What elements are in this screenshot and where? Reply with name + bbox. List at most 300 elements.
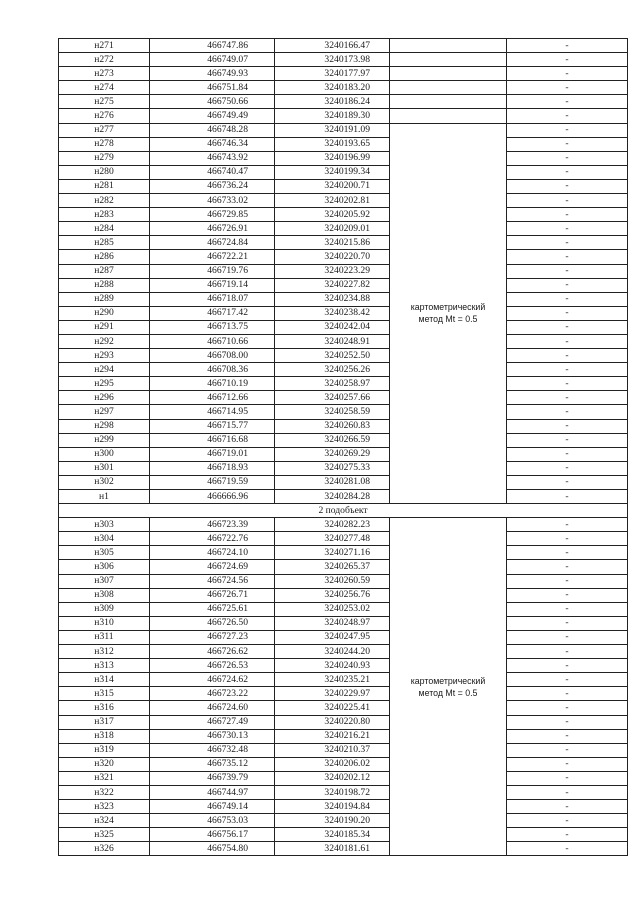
dash-cell: - bbox=[507, 461, 628, 475]
y-coordinate-cell: 3240234.88 bbox=[275, 292, 390, 306]
method-text-line2: метод Mt = 0.5 bbox=[418, 687, 478, 698]
dash-cell: - bbox=[507, 53, 628, 67]
point-id-cell: н289 bbox=[59, 292, 150, 306]
point-id-cell: н307 bbox=[59, 574, 150, 588]
x-coordinate-cell: 466715.77 bbox=[150, 419, 275, 433]
table-row bbox=[59, 377, 628, 391]
table-row bbox=[59, 574, 628, 588]
point-id-cell: н273 bbox=[59, 67, 150, 81]
point-id-cell: н284 bbox=[59, 222, 150, 236]
dash-cell: - bbox=[507, 842, 628, 856]
table-row bbox=[59, 123, 628, 137]
x-coordinate-cell: 466726.50 bbox=[150, 616, 275, 630]
table-row bbox=[59, 715, 628, 729]
table-row bbox=[59, 461, 628, 475]
y-coordinate-cell: 3240242.04 bbox=[275, 320, 390, 334]
method-cell-empty bbox=[390, 109, 507, 123]
y-coordinate-cell: 3240235.21 bbox=[275, 673, 390, 687]
x-coordinate-cell: 466714.95 bbox=[150, 405, 275, 419]
y-coordinate-cell: 3240284.28 bbox=[275, 490, 390, 504]
table-row bbox=[59, 81, 628, 95]
x-coordinate-cell: 466735.12 bbox=[150, 757, 275, 771]
y-coordinate-cell: 3240220.80 bbox=[275, 715, 390, 729]
dash-cell: - bbox=[507, 236, 628, 250]
table-row bbox=[59, 828, 628, 842]
table-row bbox=[59, 236, 628, 250]
dash-cell: - bbox=[507, 785, 628, 799]
point-id-cell: н288 bbox=[59, 278, 150, 292]
x-coordinate-cell: 466732.48 bbox=[150, 743, 275, 757]
method-cell-empty bbox=[390, 39, 507, 53]
point-id-cell: н286 bbox=[59, 250, 150, 264]
y-coordinate-cell: 3240186.24 bbox=[275, 95, 390, 109]
table-row bbox=[59, 306, 628, 320]
method-cell bbox=[390, 123, 507, 504]
x-coordinate-cell: 466710.66 bbox=[150, 334, 275, 348]
y-coordinate-cell: 3240189.30 bbox=[275, 109, 390, 123]
table-row bbox=[59, 532, 628, 546]
dash-cell: - bbox=[507, 222, 628, 236]
x-coordinate-cell: 466743.92 bbox=[150, 151, 275, 165]
x-coordinate-cell: 466666.96 bbox=[150, 490, 275, 504]
y-coordinate-cell: 3240199.34 bbox=[275, 165, 390, 179]
dash-cell: - bbox=[507, 320, 628, 334]
point-id-cell: н294 bbox=[59, 363, 150, 377]
table-row bbox=[59, 842, 628, 856]
y-coordinate-cell: 3240252.50 bbox=[275, 349, 390, 363]
point-id-cell: н296 bbox=[59, 391, 150, 405]
x-coordinate-cell: 466726.62 bbox=[150, 645, 275, 659]
point-id-cell: н321 bbox=[59, 771, 150, 785]
y-coordinate-cell: 3240177.97 bbox=[275, 67, 390, 81]
y-coordinate-cell: 3240210.37 bbox=[275, 743, 390, 757]
dash-cell: - bbox=[507, 109, 628, 123]
y-coordinate-cell: 3240248.97 bbox=[275, 616, 390, 630]
x-coordinate-cell: 466724.62 bbox=[150, 673, 275, 687]
table-row bbox=[59, 222, 628, 236]
point-id-cell: н280 bbox=[59, 165, 150, 179]
table-row bbox=[59, 518, 628, 532]
y-coordinate-cell: 3240202.81 bbox=[275, 194, 390, 208]
point-id-cell: н271 bbox=[59, 39, 150, 53]
y-coordinate-cell: 3240194.84 bbox=[275, 800, 390, 814]
point-id-cell: н302 bbox=[59, 475, 150, 489]
dash-cell: - bbox=[507, 179, 628, 193]
x-coordinate-cell: 466724.60 bbox=[150, 701, 275, 715]
point-id-cell: н275 bbox=[59, 95, 150, 109]
dash-cell: - bbox=[507, 405, 628, 419]
x-coordinate-cell: 466726.53 bbox=[150, 659, 275, 673]
dash-cell: - bbox=[507, 518, 628, 532]
point-id-cell: н320 bbox=[59, 757, 150, 771]
table-row bbox=[59, 729, 628, 743]
dash-cell: - bbox=[507, 814, 628, 828]
y-coordinate-cell: 3240265.37 bbox=[275, 560, 390, 574]
y-coordinate-cell: 3240215.86 bbox=[275, 236, 390, 250]
y-coordinate-cell: 3240190.20 bbox=[275, 814, 390, 828]
dash-cell: - bbox=[507, 306, 628, 320]
x-coordinate-cell: 466729.85 bbox=[150, 208, 275, 222]
dash-cell: - bbox=[507, 81, 628, 95]
y-coordinate-cell: 3240198.72 bbox=[275, 785, 390, 799]
y-coordinate-cell: 3240257.66 bbox=[275, 391, 390, 405]
y-coordinate-cell: 3240247.95 bbox=[275, 630, 390, 644]
point-id-cell: н282 bbox=[59, 194, 150, 208]
method-cell-empty bbox=[390, 81, 507, 95]
dash-cell: - bbox=[507, 391, 628, 405]
dash-cell: - bbox=[507, 123, 628, 137]
x-coordinate-cell: 466750.66 bbox=[150, 95, 275, 109]
y-coordinate-cell: 3240223.29 bbox=[275, 264, 390, 278]
y-coordinate-cell: 3240200.71 bbox=[275, 179, 390, 193]
point-id-cell: н290 bbox=[59, 306, 150, 320]
y-coordinate-cell: 3240205.92 bbox=[275, 208, 390, 222]
y-coordinate-cell: 3240240.93 bbox=[275, 659, 390, 673]
y-coordinate-cell: 3240248.91 bbox=[275, 334, 390, 348]
table-row bbox=[59, 405, 628, 419]
point-id-cell: н305 bbox=[59, 546, 150, 560]
point-id-cell: н317 bbox=[59, 715, 150, 729]
y-coordinate-cell: 3240191.09 bbox=[275, 123, 390, 137]
method-text-line2: метод Mt = 0.5 bbox=[418, 314, 478, 325]
table-row bbox=[59, 320, 628, 334]
point-id-cell: н272 bbox=[59, 53, 150, 67]
x-coordinate-cell: 466722.21 bbox=[150, 250, 275, 264]
table-row bbox=[59, 334, 628, 348]
point-id-cell: н326 bbox=[59, 842, 150, 856]
y-coordinate-cell: 3240196.99 bbox=[275, 151, 390, 165]
dash-cell: - bbox=[507, 828, 628, 842]
dash-cell: - bbox=[507, 278, 628, 292]
point-id-cell: н325 bbox=[59, 828, 150, 842]
y-coordinate-cell: 3240244.20 bbox=[275, 645, 390, 659]
x-coordinate-cell: 466718.07 bbox=[150, 292, 275, 306]
point-id-cell: н301 bbox=[59, 461, 150, 475]
x-coordinate-cell: 466719.14 bbox=[150, 278, 275, 292]
table-row bbox=[59, 363, 628, 377]
y-coordinate-cell: 3240258.59 bbox=[275, 405, 390, 419]
x-coordinate-cell: 466748.28 bbox=[150, 123, 275, 137]
x-coordinate-cell: 466746.34 bbox=[150, 137, 275, 151]
dash-cell: - bbox=[507, 687, 628, 701]
y-coordinate-cell: 3240282.23 bbox=[275, 518, 390, 532]
y-coordinate-cell: 3240277.48 bbox=[275, 532, 390, 546]
dash-cell: - bbox=[507, 616, 628, 630]
point-id-cell: н281 bbox=[59, 179, 150, 193]
table-row bbox=[59, 800, 628, 814]
x-coordinate-cell: 466744.97 bbox=[150, 785, 275, 799]
dash-cell: - bbox=[507, 532, 628, 546]
dash-cell: - bbox=[507, 334, 628, 348]
x-coordinate-cell: 466717.42 bbox=[150, 306, 275, 320]
dash-cell: - bbox=[507, 95, 628, 109]
point-id-cell: н291 bbox=[59, 320, 150, 334]
x-coordinate-cell: 466723.22 bbox=[150, 687, 275, 701]
table-row bbox=[59, 814, 628, 828]
point-id-cell: н318 bbox=[59, 729, 150, 743]
table-row bbox=[59, 757, 628, 771]
point-id-cell: н274 bbox=[59, 81, 150, 95]
table-row bbox=[59, 264, 628, 278]
table-row bbox=[59, 546, 628, 560]
y-coordinate-cell: 3240229.97 bbox=[275, 687, 390, 701]
point-id-cell: н295 bbox=[59, 377, 150, 391]
dash-cell: - bbox=[507, 349, 628, 363]
dash-cell: - bbox=[507, 264, 628, 278]
point-id-cell: н283 bbox=[59, 208, 150, 222]
x-coordinate-cell: 466730.13 bbox=[150, 729, 275, 743]
table-row bbox=[59, 560, 628, 574]
dash-cell: - bbox=[507, 743, 628, 757]
y-coordinate-cell: 3240256.76 bbox=[275, 588, 390, 602]
subobject-title: 2 подобъект bbox=[59, 504, 628, 518]
x-coordinate-cell: 466719.76 bbox=[150, 264, 275, 278]
subobject-header-row bbox=[59, 504, 628, 518]
table-row bbox=[59, 687, 628, 701]
x-coordinate-cell: 466725.61 bbox=[150, 602, 275, 616]
dash-cell: - bbox=[507, 377, 628, 391]
dash-cell: - bbox=[507, 194, 628, 208]
table-row bbox=[59, 659, 628, 673]
table-row bbox=[59, 391, 628, 405]
point-id-cell: н299 bbox=[59, 433, 150, 447]
dash-cell: - bbox=[507, 39, 628, 53]
y-coordinate-cell: 3240166.47 bbox=[275, 39, 390, 53]
coordinates-table-body bbox=[59, 39, 628, 856]
dash-cell: - bbox=[507, 659, 628, 673]
dash-cell: - bbox=[507, 165, 628, 179]
x-coordinate-cell: 466733.02 bbox=[150, 194, 275, 208]
x-coordinate-cell: 466719.59 bbox=[150, 475, 275, 489]
dash-cell: - bbox=[507, 546, 628, 560]
dash-cell: - bbox=[507, 729, 628, 743]
point-id-cell: н323 bbox=[59, 800, 150, 814]
point-id-cell: н292 bbox=[59, 334, 150, 348]
table-row bbox=[59, 292, 628, 306]
x-coordinate-cell: 466747.86 bbox=[150, 39, 275, 53]
y-coordinate-cell: 3240269.29 bbox=[275, 447, 390, 461]
dash-cell: - bbox=[507, 602, 628, 616]
x-coordinate-cell: 466727.23 bbox=[150, 630, 275, 644]
point-id-cell: н278 bbox=[59, 137, 150, 151]
point-id-cell: н300 bbox=[59, 447, 150, 461]
x-coordinate-cell: 466724.56 bbox=[150, 574, 275, 588]
y-coordinate-cell: 3240193.65 bbox=[275, 137, 390, 151]
point-id-cell: н285 bbox=[59, 236, 150, 250]
y-coordinate-cell: 3240216.21 bbox=[275, 729, 390, 743]
point-id-cell: н287 bbox=[59, 264, 150, 278]
table-row bbox=[59, 447, 628, 461]
table-row bbox=[59, 771, 628, 785]
point-id-cell: н308 bbox=[59, 588, 150, 602]
method-cell-empty bbox=[390, 67, 507, 81]
y-coordinate-cell: 3240181.61 bbox=[275, 842, 390, 856]
table-row bbox=[59, 95, 628, 109]
dash-cell: - bbox=[507, 771, 628, 785]
x-coordinate-cell: 466740.47 bbox=[150, 165, 275, 179]
x-coordinate-cell: 466749.93 bbox=[150, 67, 275, 81]
method-cell-empty bbox=[390, 95, 507, 109]
x-coordinate-cell: 466724.10 bbox=[150, 546, 275, 560]
table-row bbox=[59, 250, 628, 264]
dash-cell: - bbox=[507, 475, 628, 489]
table-row bbox=[59, 208, 628, 222]
x-coordinate-cell: 466716.68 bbox=[150, 433, 275, 447]
y-coordinate-cell: 3240225.41 bbox=[275, 701, 390, 715]
dash-cell: - bbox=[507, 757, 628, 771]
x-coordinate-cell: 466739.79 bbox=[150, 771, 275, 785]
x-coordinate-cell: 466708.36 bbox=[150, 363, 275, 377]
dash-cell: - bbox=[507, 137, 628, 151]
table-row bbox=[59, 137, 628, 151]
point-id-cell: н315 bbox=[59, 687, 150, 701]
x-coordinate-cell: 466724.84 bbox=[150, 236, 275, 250]
x-coordinate-cell: 466724.69 bbox=[150, 560, 275, 574]
x-coordinate-cell: 466713.75 bbox=[150, 320, 275, 334]
y-coordinate-cell: 3240258.97 bbox=[275, 377, 390, 391]
dash-cell: - bbox=[507, 151, 628, 165]
dash-cell: - bbox=[507, 715, 628, 729]
y-coordinate-cell: 3240206.02 bbox=[275, 757, 390, 771]
method-cell bbox=[390, 518, 507, 856]
dash-cell: - bbox=[507, 490, 628, 504]
point-id-cell: н311 bbox=[59, 630, 150, 644]
x-coordinate-cell: 466727.49 bbox=[150, 715, 275, 729]
dash-cell: - bbox=[507, 588, 628, 602]
table-row bbox=[59, 433, 628, 447]
dash-cell: - bbox=[507, 574, 628, 588]
point-id-cell: н319 bbox=[59, 743, 150, 757]
table-row bbox=[59, 165, 628, 179]
point-id-cell: н324 bbox=[59, 814, 150, 828]
point-id-cell: н293 bbox=[59, 349, 150, 363]
x-coordinate-cell: 466723.39 bbox=[150, 518, 275, 532]
table-row bbox=[59, 701, 628, 715]
x-coordinate-cell: 466718.93 bbox=[150, 461, 275, 475]
y-coordinate-cell: 3240275.33 bbox=[275, 461, 390, 475]
dash-cell: - bbox=[507, 67, 628, 81]
table-row bbox=[59, 673, 628, 687]
y-coordinate-cell: 3240260.83 bbox=[275, 419, 390, 433]
dash-cell: - bbox=[507, 419, 628, 433]
y-coordinate-cell: 3240227.82 bbox=[275, 278, 390, 292]
dash-cell: - bbox=[507, 208, 628, 222]
y-coordinate-cell: 3240256.26 bbox=[275, 363, 390, 377]
point-id-cell: н309 bbox=[59, 602, 150, 616]
table-row bbox=[59, 53, 628, 67]
table-row bbox=[59, 630, 628, 644]
y-coordinate-cell: 3240253.02 bbox=[275, 602, 390, 616]
point-id-cell: н310 bbox=[59, 616, 150, 630]
x-coordinate-cell: 466753.03 bbox=[150, 814, 275, 828]
table-row bbox=[59, 179, 628, 193]
y-coordinate-cell: 3240271.16 bbox=[275, 546, 390, 560]
y-coordinate-cell: 3240260.59 bbox=[275, 574, 390, 588]
y-coordinate-cell: 3240238.42 bbox=[275, 306, 390, 320]
x-coordinate-cell: 466726.71 bbox=[150, 588, 275, 602]
point-id-cell: н316 bbox=[59, 701, 150, 715]
x-coordinate-cell: 466749.14 bbox=[150, 800, 275, 814]
x-coordinate-cell: 466708.00 bbox=[150, 349, 275, 363]
table-row bbox=[59, 616, 628, 630]
dash-cell: - bbox=[507, 645, 628, 659]
dash-cell: - bbox=[507, 630, 628, 644]
dash-cell: - bbox=[507, 363, 628, 377]
point-id-cell: н303 bbox=[59, 518, 150, 532]
x-coordinate-cell: 466756.17 bbox=[150, 828, 275, 842]
table-row bbox=[59, 490, 628, 504]
table-row bbox=[59, 419, 628, 433]
dash-cell: - bbox=[507, 292, 628, 306]
table-row bbox=[59, 645, 628, 659]
table-row bbox=[59, 743, 628, 757]
table-row bbox=[59, 39, 628, 53]
x-coordinate-cell: 466722.76 bbox=[150, 532, 275, 546]
table-row bbox=[59, 194, 628, 208]
table-row bbox=[59, 349, 628, 363]
table-row bbox=[59, 67, 628, 81]
table-row bbox=[59, 785, 628, 799]
method-text-line1: картометрический bbox=[410, 302, 486, 313]
x-coordinate-cell: 466710.19 bbox=[150, 377, 275, 391]
point-id-cell: н304 bbox=[59, 532, 150, 546]
y-coordinate-cell: 3240183.20 bbox=[275, 81, 390, 95]
table-row bbox=[59, 278, 628, 292]
table-row bbox=[59, 602, 628, 616]
point-id-cell: н276 bbox=[59, 109, 150, 123]
dash-cell: - bbox=[507, 250, 628, 264]
dash-cell: - bbox=[507, 800, 628, 814]
dash-cell: - bbox=[507, 433, 628, 447]
x-coordinate-cell: 466749.49 bbox=[150, 109, 275, 123]
x-coordinate-cell: 466751.84 bbox=[150, 81, 275, 95]
point-id-cell: н322 bbox=[59, 785, 150, 799]
table-row bbox=[59, 588, 628, 602]
table-row bbox=[59, 151, 628, 165]
y-coordinate-cell: 3240266.59 bbox=[275, 433, 390, 447]
y-coordinate-cell: 3240209.01 bbox=[275, 222, 390, 236]
table-row bbox=[59, 109, 628, 123]
dash-cell: - bbox=[507, 701, 628, 715]
x-coordinate-cell: 466736.24 bbox=[150, 179, 275, 193]
x-coordinate-cell: 466712.66 bbox=[150, 391, 275, 405]
x-coordinate-cell: 466749.07 bbox=[150, 53, 275, 67]
method-text-line1: картометрический bbox=[410, 675, 486, 686]
y-coordinate-cell: 3240281.08 bbox=[275, 475, 390, 489]
point-id-cell: н279 bbox=[59, 151, 150, 165]
coordinates-table bbox=[58, 38, 628, 856]
y-coordinate-cell: 3240220.70 bbox=[275, 250, 390, 264]
y-coordinate-cell: 3240185.34 bbox=[275, 828, 390, 842]
dash-cell: - bbox=[507, 447, 628, 461]
x-coordinate-cell: 466754.80 bbox=[150, 842, 275, 856]
dash-cell: - bbox=[507, 673, 628, 687]
point-id-cell: н313 bbox=[59, 659, 150, 673]
point-id-cell: н306 bbox=[59, 560, 150, 574]
point-id-cell: н297 bbox=[59, 405, 150, 419]
y-coordinate-cell: 3240173.98 bbox=[275, 53, 390, 67]
x-coordinate-cell: 466726.91 bbox=[150, 222, 275, 236]
point-id-cell: н1 bbox=[59, 490, 150, 504]
x-coordinate-cell: 466719.01 bbox=[150, 447, 275, 461]
table-row bbox=[59, 475, 628, 489]
dash-cell: - bbox=[507, 560, 628, 574]
point-id-cell: н298 bbox=[59, 419, 150, 433]
method-cell-empty bbox=[390, 53, 507, 67]
y-coordinate-cell: 3240202.12 bbox=[275, 771, 390, 785]
point-id-cell: н277 bbox=[59, 123, 150, 137]
point-id-cell: н314 bbox=[59, 673, 150, 687]
